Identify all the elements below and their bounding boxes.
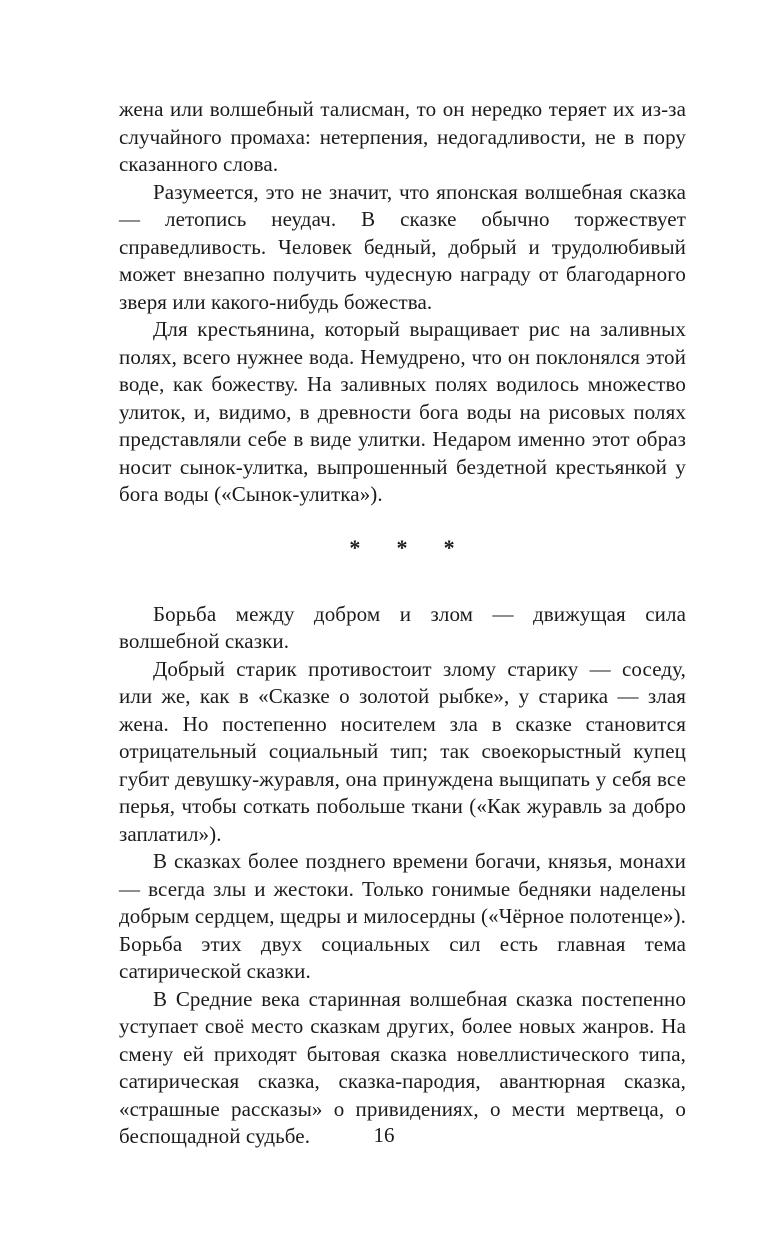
paragraph: Добрый старик противостоит злому старику — соседу, или же, как в «Сказке о золотой рыбке», у старика — злая жена. Но постепенно носителем зла в сказке становится отрицательный социальный тип; так своекорыстный купец губит девушку-журавля, она принуждена выщипать у себя все перья, чтобы соткать побольше ткани («Как журавль за добро заплатил»). [119, 656, 686, 846]
section-separator: * * * [349, 534, 456, 560]
paragraph: жена или волшебный талисман, то он нередко теряет их из-за случайного промаха: нетерпения, недогадливости, не в пору сказанного слова. [119, 97, 686, 176]
paragraph: Разумеется, это не значит, что японская волшебная сказка — летопись неудач. В сказке обычно торжествует справедливость. Человек бедный, добрый и трудолюбивый может внезапно получить чудесную награду от благодарного зверя или какого-нибудь божества. [119, 179, 686, 314]
page-number: 16 [373, 1123, 395, 1147]
paragraph: В Средние века старинная волшебная сказка постепенно уступает своё место сказкам других, более новых жанров. На смену ей приходят бытовая сказка новеллистического типа, сатирическая сказка, сказка-пародия, авантюрная сказка, «страшные рассказы» о привидениях, о мести мертвеца, о беспощадной судьбе. [119, 986, 686, 1148]
paragraph: Для крестьянина, который выращивает рис на заливных полях, всего нужнее вода. Немудрено, что он поклонялся этой воде, как божеству. На заливных полях водилось множество улиток, и, видимо, в древности бога воды на рисовых полях представляли себе в виде улитки. Недаром именно этот образ носит сынок-улитка, выпрошенный бездетной крестьянкой у бога воды («Сынок-улитка»). [119, 317, 686, 506]
text-block [119, 96, 686, 1151]
paragraph: В сказках более позднего времени богачи, князья, монахи — всегда злы и жестоки. Только гонимые бедняки наделены добрым сердцем, щедры и милосердны («Чёрное полотенце»). Борьба этих двух социальных сил есть главная тема сатирической сказки. [119, 849, 686, 983]
paragraph: Борьба между добром и злом — движущая сила волшебной сказки. [119, 601, 686, 653]
